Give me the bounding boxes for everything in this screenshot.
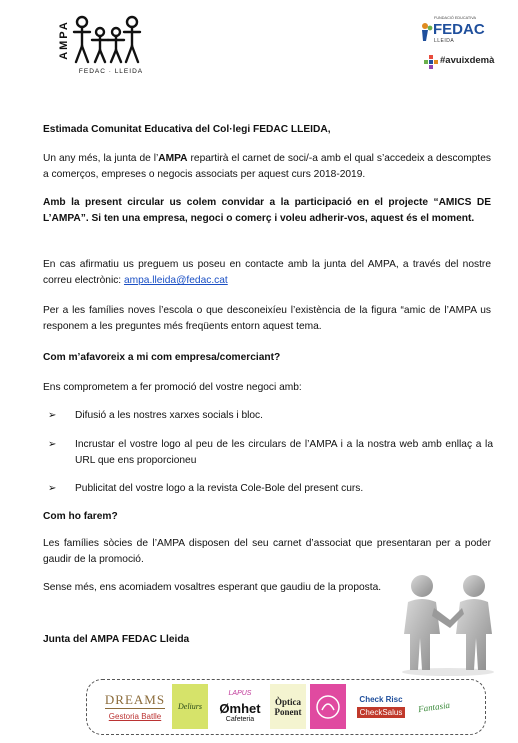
fedac-city: LLEIDA <box>434 38 455 44</box>
puzzle-cross-icon <box>424 55 438 69</box>
ampa-logo <box>56 14 146 80</box>
paragraph-contact <box>43 257 491 289</box>
fantasia-logo-text: Fantasia <box>417 699 451 714</box>
sponsor-deliurs[interactable] <box>172 684 208 729</box>
handshake-figures-icon <box>398 572 498 676</box>
paragraph-members: Les famílies sòcies de l’AMPA disposen del seu carnet d’associat que presentaran per a poder gaudir de la promoció. <box>43 538 491 565</box>
sponsor-pink-logo[interactable] <box>310 684 346 729</box>
sponsor-omhet[interactable] <box>214 684 266 729</box>
omhet-logo-text: Ømhet <box>219 701 261 716</box>
paragraph-closing: Sense més, ens acomiadem vosaltres esperant que gaudiu de la proposta. <box>43 582 382 593</box>
deliurs-logo-text: Deliurs <box>178 702 202 711</box>
dreams-logo-text: DREAMS <box>104 692 166 707</box>
optica-logo-text: Òptica Ponent <box>274 696 302 717</box>
arrow-bullet-icon: ➢ <box>48 483 57 494</box>
email-link[interactable]: ampa.lleida@fedac.cat <box>123 275 228 286</box>
flower-logo-icon <box>315 694 341 720</box>
question-benefit: Com m’afavoreix a mi com empresa/comerciant? <box>43 352 281 363</box>
sponsor-fantasia[interactable] <box>414 684 454 729</box>
signature: Junta del AMPA FEDAC Lleida <box>43 634 190 645</box>
lapus-logo-text: LAPUS <box>228 690 252 697</box>
paragraph-new-families: Per a les famílies noves l’escola o que desconeixíeu l’existència de la figura “amic de l’AMPA us responem a les preguntes més freqüents entorn aquest tema. <box>43 305 491 332</box>
gestoria-logo-text: Gestoria Batlle <box>108 712 162 721</box>
intro-ampa-bold: AMPA <box>158 153 188 164</box>
paragraph-commitment: Ens comprometem a fer promoció del vostre negoci amb: <box>43 382 302 393</box>
intro-text-b: repartirà el carnet de soci/-a amb el qual s’accedeix a descomptes a comerços, empreses o negocis associats per aquest curs 2018-2019. <box>43 153 491 180</box>
question-how: Com ho farem? <box>43 511 118 522</box>
hashtag-badge <box>424 54 508 70</box>
ampa-family-figures-icon <box>72 14 142 66</box>
greeting: Estimada Comunitat Educativa del Col·legi FEDAC LLEIDA, <box>43 124 331 135</box>
ampa-vertical-text: AMPA <box>58 20 70 60</box>
check-risc-text: Check Risc <box>359 695 403 704</box>
ampa-subtitle: FEDAC · LLEIDA <box>78 68 144 75</box>
sponsor-dreams-gestoria[interactable] <box>101 684 169 729</box>
cafeteria-label: Cafeteria <box>225 716 255 723</box>
hashtag-text: #avuixdemà <box>440 55 495 66</box>
paragraph-intro <box>43 151 491 183</box>
sponsor-optica-ponent[interactable] <box>270 684 306 729</box>
bullet-item-2: Incrustar el vostre logo al peu de les circulars de l’AMPA i a la nostra web amb enllaç a la URL que ens proporcioneu <box>75 439 493 466</box>
intro-text-a: Un any més, la junta de l’ <box>43 153 159 164</box>
arrow-bullet-icon: ➢ <box>48 439 57 450</box>
fedac-name: FEDAC <box>433 21 485 38</box>
bullet-item-1: Difusió a les nostres xarxes socials i bloc. <box>75 410 263 421</box>
paragraph-invitation: Amb la present circular us colem convidar a la participació en el projecte “AMICS DE L’AMPA”. Si ten una empresa, negoci o comerç i voleu adherir-vos, aquest és el moment. <box>43 197 491 224</box>
bullet-item-3: Publicitat del vostre logo a la revista Cole-Bole del present curs. <box>75 483 364 494</box>
fedac-figure-icon <box>420 22 434 42</box>
arrow-bullet-icon: ➢ <box>48 410 57 421</box>
check-salus-text: CheckSalus <box>357 707 406 718</box>
contact-text: En cas afirmatiu us preguem us poseu en contacte amb la junta del AMPA, a través del nostre correu electrònic: <box>43 259 491 286</box>
sponsor-check-risc[interactable] <box>350 684 412 729</box>
fedac-foundation-label: FUNDACIÓ EDUCATIVA <box>434 16 477 20</box>
fedac-logo <box>420 16 500 52</box>
